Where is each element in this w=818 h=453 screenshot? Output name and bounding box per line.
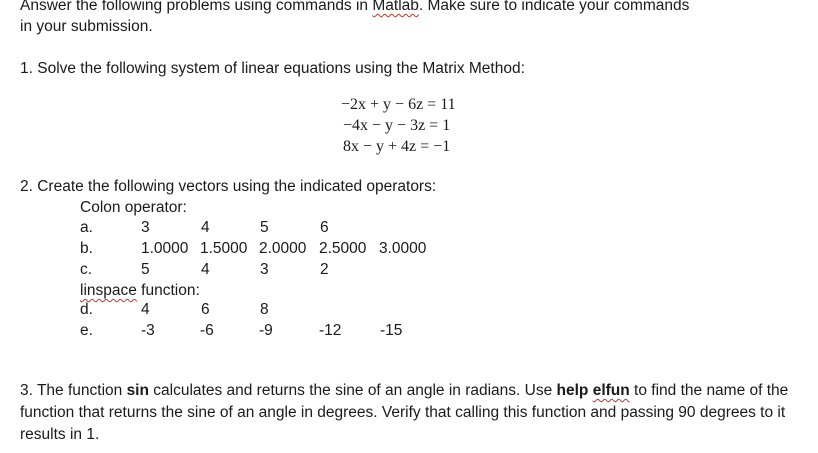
row-label: d. bbox=[80, 301, 93, 318]
problem3-text-1: 3. The function bbox=[20, 382, 127, 399]
row-label: b. bbox=[80, 240, 93, 257]
vector-value: 3.0000 bbox=[379, 240, 427, 257]
vector-value: 8 bbox=[260, 301, 269, 318]
vector-value: -12 bbox=[319, 322, 342, 339]
vector-value: -6 bbox=[200, 322, 214, 339]
vector-value: 4 bbox=[201, 219, 210, 236]
sin-keyword: sin bbox=[126, 382, 149, 399]
problem3-paragraph bbox=[20, 380, 800, 446]
vector-row-b bbox=[0, 240, 818, 260]
vector-row-d bbox=[0, 301, 818, 321]
vector-value: 4 bbox=[141, 301, 150, 318]
intro-line-1 bbox=[20, 0, 689, 15]
elfun-keyword: elfun bbox=[592, 382, 630, 399]
vector-value: 6 bbox=[320, 219, 329, 236]
equation-3: 8x − y + 4z = −1 bbox=[343, 138, 451, 155]
vector-row-c bbox=[0, 261, 818, 281]
vector-row-a bbox=[0, 219, 818, 239]
row-label: e. bbox=[80, 322, 93, 339]
vector-row-e bbox=[0, 322, 818, 342]
vector-value: -15 bbox=[380, 322, 403, 339]
intro-text-1: Answer the following problems using commands in bbox=[20, 0, 373, 14]
vector-value: -3 bbox=[141, 322, 155, 339]
vector-value: 2.5000 bbox=[319, 240, 367, 257]
row-label: c. bbox=[80, 261, 93, 278]
vector-value: 3 bbox=[260, 261, 269, 278]
vector-value: 3 bbox=[141, 219, 150, 236]
function-word: function: bbox=[136, 282, 200, 299]
vector-value: -9 bbox=[259, 322, 273, 339]
equation-1: −2x + y − 6z = 11 bbox=[341, 96, 456, 113]
linspace-function-label bbox=[80, 282, 200, 300]
vector-value: 5 bbox=[141, 261, 150, 278]
vector-value: 1.5000 bbox=[200, 240, 248, 257]
problem1-heading: 1. Solve the following system of linear equations using the Matrix Method: bbox=[20, 60, 525, 77]
intro-line-2: in your submission. bbox=[20, 18, 153, 35]
intro-text-2: . Make sure to indicate your commands bbox=[418, 0, 690, 14]
problem3-text-2: calculates and returns the sine of an angle in radians. Use bbox=[148, 382, 557, 399]
vector-value: 2 bbox=[320, 261, 329, 278]
matlab-word: Matlab bbox=[372, 0, 419, 14]
help-keyword: help bbox=[556, 382, 589, 399]
vector-value: 4 bbox=[201, 261, 210, 278]
row-label: a. bbox=[80, 219, 93, 236]
colon-operator-label: Colon operator: bbox=[80, 199, 187, 216]
vector-value: 1.0000 bbox=[141, 240, 189, 257]
problem3-text-3: to find the name of the function that returns the sine of an angle in degrees. Verify that calling this function and passing 90 degrees to it results in 1. bbox=[20, 382, 789, 443]
vector-value: 2.0000 bbox=[259, 240, 307, 257]
vector-value: 6 bbox=[201, 301, 210, 318]
problem2-heading: 2. Create the following vectors using the indicated operators: bbox=[20, 178, 437, 195]
vector-value: 5 bbox=[260, 219, 269, 236]
equation-2: −4x − y − 3z = 1 bbox=[343, 117, 451, 134]
linspace-word: linspace bbox=[80, 282, 137, 299]
